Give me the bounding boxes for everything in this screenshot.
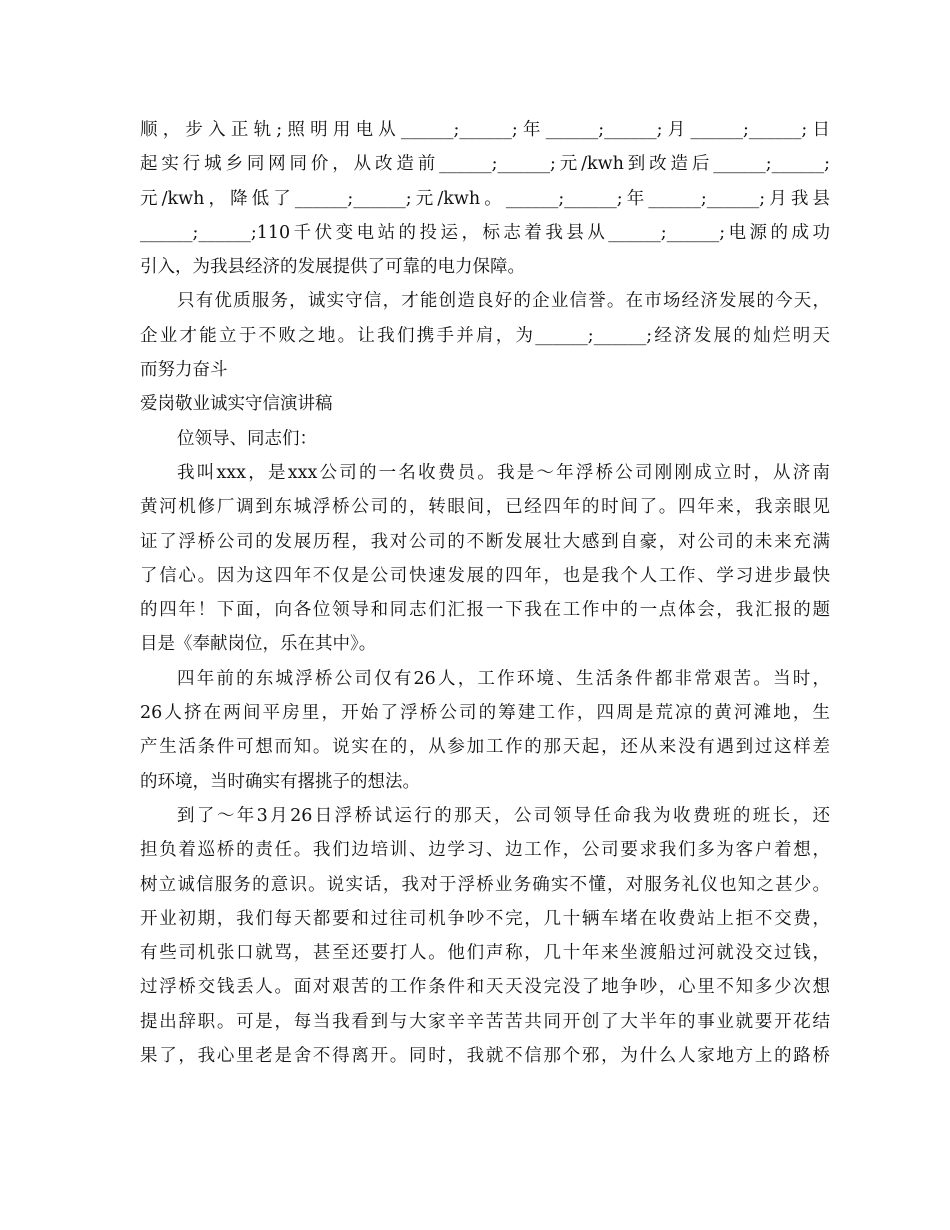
- text-line: 开业初期，我们每天都要和过往司机争吵不完，几十辆车堵在收费站上拒不交费，: [140, 908, 830, 929]
- text-line: 起实行城乡同网同价，从改造前______;______;元/kwh到改造后______;______;: [140, 154, 830, 175]
- text-line: 的四年！下面，向各位领导和同志们汇报一下我在工作中的一点体会，我汇报的题: [140, 600, 830, 621]
- text-line: 果了，我心里老是舍不得离开。同时，我就不信那个邪，为什么人家地方上的路桥: [140, 1046, 830, 1067]
- text-line: 黄河机修厂调到东城浮桥公司的，转眼间，已经四年的时间了。四年来，我亲眼见: [140, 497, 830, 518]
- text-line: 过浮桥交钱丢人。面对艰苦的工作条件和天天没完没了地争吵，心里不知多少次想: [140, 977, 830, 998]
- paragraph-end-line: 而努力奋斗: [140, 360, 228, 381]
- text-line: 了信心。因为这四年不仅是公司快速发展的四年，也是我个人工作、学习进步最快: [140, 565, 830, 586]
- text-line: ______;______;110千伏变电站的投运，标志着我县从______;______;电源的成功: [140, 222, 830, 243]
- paragraph-first-line: 四年前的东城浮桥公司仅有26人，工作环境、生活条件都非常艰苦。当时，: [177, 668, 830, 689]
- text-line: 26人挤在两间平房里，开始了浮桥公司的筹建工作，四周是荒凉的黄河滩地，生: [140, 703, 830, 724]
- paragraph-first-line: 到了～年3月26日浮桥试运行的那天，公司领导任命我为收费班的班长，还: [177, 805, 830, 826]
- text-line: 企业才能立于不败之地。让我们携手并肩，为______;______;经济发展的灿烂明天: [140, 325, 830, 346]
- salutation: 位领导、同志们：: [177, 428, 317, 449]
- speech-title: 爱岗敬业诚实守信演讲稿: [140, 394, 333, 415]
- paragraph-end-line: 引入，为我县经济的发展提供了可靠的电力保障。: [140, 257, 525, 278]
- text-line: 提出辞职。可是，每当我看到与大家辛辛苦苦共同开创了大半年的事业就要开花结: [140, 1011, 830, 1032]
- text-line: 元/kwh，降低了______;______;元/kwh。______;______;年______;______;月我县: [140, 188, 830, 209]
- text-line: 树立诚信服务的意识。说实话，我对于浮桥业务确实不懂，对服务礼仪也知之甚少。: [140, 874, 830, 895]
- paragraph-end-line: 的环境，当时确实有撂挑子的想法。: [140, 771, 420, 792]
- text-line: 证了浮桥公司的发展历程，我对公司的不断发展壮大感到自豪，对公司的未来充满: [140, 531, 830, 552]
- paragraph-end-line: 目是《奉献岗位，乐在其中》。: [140, 634, 377, 655]
- text-line: 顺，步入正轨;照明用电从______;______;年______;______;月______;______;日: [140, 120, 830, 140]
- text-line: 担负着巡桥的责任。我们边培训、边学习、边工作，公司要求我们多为客户着想，: [140, 840, 830, 861]
- text-line: 产生活条件可想而知。说实在的，从参加工作的那天起，还从来没有遇到过这样差: [140, 737, 830, 758]
- document-body: [140, 113, 830, 1073]
- paragraph-first-line: 只有优质服务，诚实守信，才能创造良好的企业信誉。在市场经济发展的今天，: [177, 291, 830, 312]
- paragraph-first-line: 我叫xxx，是xxx公司的一名收费员。我是～年浮桥公司刚刚成立时，从济南: [177, 462, 830, 483]
- text-line: 有些司机张口就骂，甚至还要打人。他们声称，几十年来坐渡船过河就没交过钱，: [140, 943, 830, 964]
